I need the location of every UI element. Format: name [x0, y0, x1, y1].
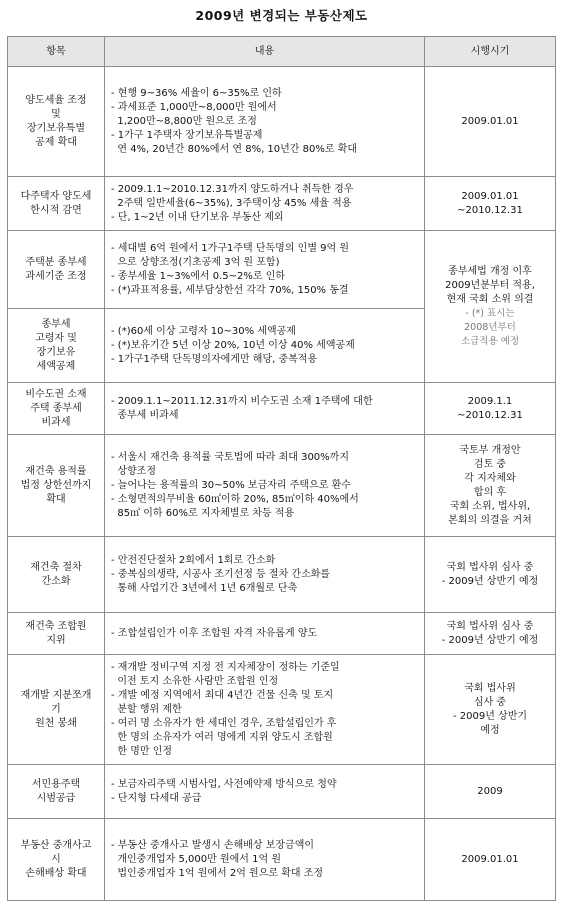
content-line: - 서울시 재건축 용적률 국토법에 따라 최대 300%까지: [111, 451, 349, 463]
item-cell: [8, 383, 105, 435]
content-list: [111, 778, 418, 806]
date-line: 국회 법사위: [464, 682, 516, 694]
table-row: [8, 435, 556, 537]
table-row: [8, 819, 556, 901]
item-line: 확대: [46, 493, 66, 505]
content-line: 85㎡ 이하 60%로 지자체별로 차등 적용: [111, 507, 295, 519]
item-cell: [8, 177, 105, 231]
item-line: 재건축 용적률: [25, 465, 87, 477]
item-line: 장기보유: [36, 346, 76, 358]
item-line: 지위: [46, 634, 66, 646]
date-line: - 2009년 상반기 예정: [441, 575, 539, 587]
content-cell: [105, 819, 425, 901]
content-list: [111, 661, 418, 759]
item-line: 시: [51, 853, 61, 865]
item-line: 과세기준 조정: [25, 270, 87, 282]
content-cell: [105, 613, 425, 655]
content-line: - 안전진단절차 2회에서 1회로 간소화: [111, 554, 276, 566]
content-line: - 여러 명 소유자가 한 세대인 경우, 조합설립인가 후: [111, 717, 337, 729]
content-line: 으로 상향조정(기초공제 3억 원 포함): [111, 256, 280, 268]
table-row: [8, 67, 556, 177]
item-line: 양도세율 조정: [25, 94, 87, 106]
date-line: 검토 중: [473, 458, 507, 470]
item-cell: [8, 231, 105, 309]
content-cell: [105, 435, 425, 537]
item-line: 부동산 중개사고: [20, 839, 92, 851]
item-cell: [8, 655, 105, 765]
content-line: 법인중개업자 1억 원에서 2억 원으로 확대 조정: [111, 867, 324, 879]
content-line: - 늘어나는 용적률의 30~50% 보금자리 주택으로 환수: [111, 479, 351, 491]
item-line: 기: [51, 703, 61, 715]
date-line: 종부세법 개정 이후: [448, 265, 532, 277]
content-list: [111, 839, 418, 881]
table-row: [8, 765, 556, 819]
content-line: 분할 행위 제한: [111, 703, 182, 715]
content-line: - 종부세율 1~3%에서 0.5~2%로 인하: [111, 270, 286, 282]
item-line: 손해배상 확대: [25, 867, 87, 879]
date-line: 국회 법사위 심사 중: [446, 620, 534, 632]
content-line: - (*)과표적용률, 세부담상한선 각각 70%, 150% 동결: [111, 284, 349, 296]
date-line: 2009년분부터 적용,: [445, 279, 535, 291]
item-line: 원천 봉쇄: [35, 717, 77, 729]
date-line: 2009: [477, 785, 503, 797]
content-line: - 단지형 다세대 공급: [111, 792, 202, 804]
date-cell: [425, 655, 556, 765]
item-cell: [8, 613, 105, 655]
date-line: ~2010.12.31: [457, 204, 523, 216]
item-cell: [8, 537, 105, 613]
content-line: - 단, 1~2년 이내 단기보유 부동산 제외: [111, 211, 284, 223]
content-list: [111, 395, 418, 423]
content-line: - 1가구1주택 단독명의자에게만 해당, 중복적용: [111, 353, 318, 365]
content-line: 1,200만~8,800만 원으로 조정: [111, 115, 257, 127]
date-cell: [425, 819, 556, 901]
item-line: 종부세: [41, 318, 71, 330]
content-line: - 세대별 6억 원에서 1가구1주택 단독명의 인별 9억 원: [111, 242, 350, 254]
item-cell: [8, 765, 105, 819]
table-row: [8, 177, 556, 231]
item-line: 주택 종부세: [30, 402, 82, 414]
date-line: 각 지자체와: [464, 472, 516, 484]
content-list: [111, 627, 418, 641]
content-list: [111, 183, 418, 225]
date-note-line: 소급적용 예정: [460, 335, 520, 347]
content-line: 연 4%, 20년간 80%에서 연 8%, 10년간 80%로 확대: [111, 143, 358, 155]
date-line: 심사 중: [473, 696, 507, 708]
content-cell: [105, 765, 425, 819]
content-line: - 2009.1.1~2010.12.31까지 양도하거나 취득한 경우: [111, 183, 354, 195]
item-line: 비수도권 소재: [25, 388, 87, 400]
content-list: [111, 451, 418, 521]
date-line: 국회 법사위 심사 중: [446, 561, 534, 573]
table-header-row: [8, 37, 556, 67]
date-line: ~2010.12.31: [457, 409, 523, 421]
item-line: 장기보유특별: [27, 122, 85, 134]
date-cell: [425, 67, 556, 177]
item-cell: [8, 435, 105, 537]
policy-table: [7, 36, 556, 901]
content-line: - (*)60세 이상 고령자 10~30% 세액공제: [111, 325, 296, 337]
policy-table-wrapper: [7, 36, 555, 901]
date-line: - 2009년 상반기: [452, 710, 528, 722]
content-line: 2주택 일반세율(6~35%), 3주택이상 45% 세율 적용: [111, 197, 352, 209]
content-cell: [105, 231, 425, 309]
date-cell: [425, 383, 556, 435]
content-line: - 조합설립인가 이후 조합원 자격 자유롭게 양도: [111, 627, 318, 639]
date-line: 2009.01.01: [461, 115, 519, 127]
item-line: 법정 상한선까지: [20, 479, 92, 491]
content-cell: [105, 177, 425, 231]
content-line: - 보금자리주택 시범사업, 사전예약제 방식으로 청약: [111, 778, 337, 790]
content-line: 한 명의 소유자가 여러 명에게 지위 양도시 조합원: [111, 731, 333, 743]
date-line: 국토부 개정안: [459, 444, 521, 456]
item-line: 재개발 지분쪼개: [20, 689, 92, 701]
content-cell: [105, 309, 425, 383]
content-list: [111, 242, 418, 298]
content-line: - 1가구 1주택자 장기보유특별공제: [111, 129, 263, 141]
page-title: 2009년 변경되는 부동산제도: [195, 8, 368, 23]
content-list: [111, 325, 418, 367]
date-line: - 2009년 상반기 예정: [441, 634, 539, 646]
content-line: 상향조정: [111, 465, 156, 477]
item-line: 비과세: [41, 416, 71, 428]
item-cell: [8, 819, 105, 901]
item-line: 주택분 종부세: [25, 256, 87, 268]
content-line: - 과세표준 1,000만~8,000만 원에서: [111, 101, 277, 113]
date-cell: [425, 435, 556, 537]
item-cell: [8, 67, 105, 177]
item-line: 재건축 절차: [30, 561, 82, 573]
content-line: 통해 사업기간 3년에서 1년 6개월로 단축: [111, 582, 298, 594]
content-line: - 개발 예정 지역에서 최대 4년간 건물 신축 및 토지: [111, 689, 334, 701]
content-list: [111, 87, 418, 157]
date-line: 현재 국회 소위 의결: [446, 293, 534, 305]
content-cell: [105, 383, 425, 435]
item-line: 고령자 및: [35, 332, 77, 344]
item-line: 다주택자 양도세: [20, 190, 92, 202]
header-date: 시행시기: [425, 37, 556, 67]
content-line: - (*)보유기간 5년 이상 20%, 10년 이상 40% 세액공제: [111, 339, 355, 351]
header-item: 항목: [8, 37, 105, 67]
header-content: 내용: [105, 37, 425, 67]
date-line: 본회의 의결을 거쳐: [448, 514, 532, 526]
item-cell: [8, 309, 105, 383]
item-line: 서민용주택: [31, 778, 81, 790]
content-line: - 부동산 중개사고 발생시 손해배상 보장금액이: [111, 839, 315, 851]
content-line: 한 명만 인정: [111, 745, 173, 757]
date-cell: [425, 613, 556, 655]
date-line: 2009.1.1: [467, 395, 513, 407]
content-line: - 중복심의생략, 시공사 조기선정 등 절차 간소화를: [111, 568, 331, 580]
table-row: [8, 537, 556, 613]
item-line: 한시적 감면: [30, 204, 82, 216]
item-line: 세액공제: [36, 360, 76, 372]
date-line: 예정: [480, 724, 500, 736]
content-line: 종부세 비과세: [111, 409, 179, 421]
date-line: 2009.01.01: [461, 190, 519, 202]
content-line: - 재개발 정비구역 지정 전 지자체장이 정하는 기준일: [111, 661, 340, 673]
content-line: - 소형면적의무비율 60㎡이하 20%, 85㎡이하 40%에서: [111, 493, 359, 505]
item-line: 및: [51, 108, 61, 120]
item-line: 재건축 조합원: [25, 620, 87, 632]
date-line: 합의 후: [473, 486, 507, 498]
date-note-line: - (*) 표시는: [465, 307, 515, 319]
content-line: 개인중개업자 5,000만 원에서 1억 원: [111, 853, 281, 865]
content-list: [111, 554, 418, 596]
content-line: - 현행 9~36% 세율이 6~35%로 인하: [111, 87, 282, 99]
date-cell: [425, 765, 556, 819]
table-row: [8, 383, 556, 435]
table-row: [8, 613, 556, 655]
date-cell: [425, 177, 556, 231]
date-cell: [425, 231, 556, 383]
date-line: 2009.01.01: [461, 853, 519, 865]
content-cell: [105, 537, 425, 613]
item-line: 공제 확대: [35, 136, 77, 148]
table-row: [8, 655, 556, 765]
content-line: - 2009.1.1~2011.12.31까지 비수도권 소재 1주택에 대한: [111, 395, 373, 407]
date-line: 국회 소위, 법사위,: [449, 500, 531, 512]
content-cell: [105, 655, 425, 765]
date-note-line: 2008년부터: [464, 321, 516, 333]
item-line: 시범공급: [36, 792, 76, 804]
date-cell: [425, 537, 556, 613]
content-line: 이전 토지 소유한 사람만 조합원 인정: [111, 675, 279, 687]
content-cell: [105, 67, 425, 177]
item-line: 간소화: [41, 575, 71, 587]
table-row: [8, 231, 556, 309]
